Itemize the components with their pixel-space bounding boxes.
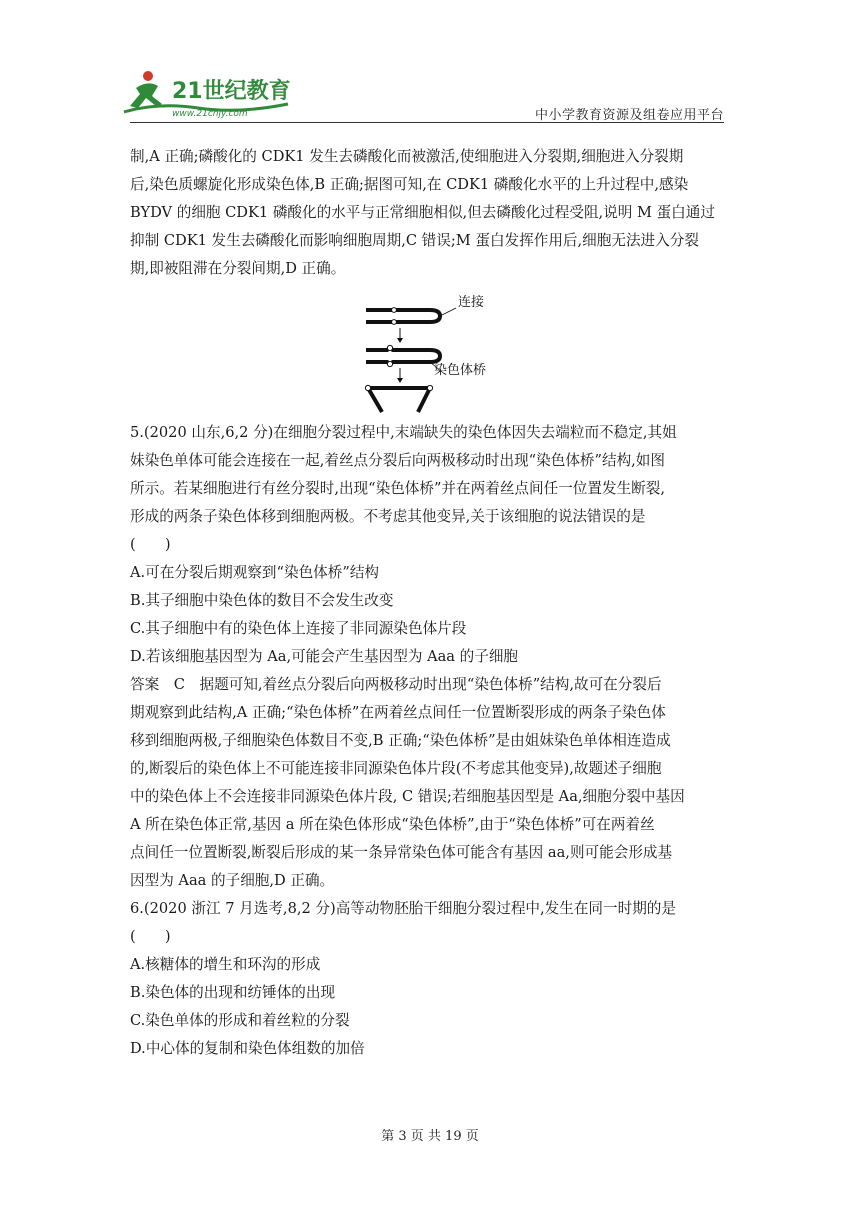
text-line: 制,A 正确;磷酸化的 CDK1 发生去磷酸化而被激活,使细胞进入分裂期,细胞进入分裂期 bbox=[130, 148, 684, 165]
option-c: C.其子细胞中有的染色体上连接了非同源染色体片段 bbox=[130, 620, 467, 637]
text-line: BYDV 的细胞 CDK1 磷酸化的水平与正常细胞相似,但去磷酸化过程受阻,说明 M 蛋白通过 bbox=[130, 204, 715, 221]
label-leader-line bbox=[440, 308, 456, 316]
answer-line: 答案 C 据题可知,着丝点分裂后向两极移动时出现“染色体桥”结构,故可在分裂后 bbox=[130, 676, 662, 693]
joined-chromatids bbox=[366, 308, 440, 325]
label-connection: 连接 bbox=[458, 295, 485, 310]
separating-chromatids bbox=[366, 345, 440, 366]
prev-answer-block bbox=[130, 143, 730, 283]
question-stem-line: 5.(2020 山东,6,2 分)在细胞分裂过程中,末端缺失的染色体因失去端粒而不稳定,其姐 bbox=[130, 424, 677, 441]
option-d: D.中心体的复制和染色体组数的加倍 bbox=[130, 1040, 365, 1057]
header-divider bbox=[130, 122, 724, 123]
chromosome-bridge-figure bbox=[360, 288, 510, 420]
answer-line: 的,断裂后的染色体上不可能连接非同源染色体片段(不考虑其他变异),故题述子细胞 bbox=[130, 760, 662, 777]
logo-main-text: 21世纪教育 bbox=[172, 79, 291, 104]
answer-line: 因型为 Aaa 的子细胞,D 正确。 bbox=[130, 872, 335, 889]
question-stem-line: 6.(2020 浙江 7 月选考,8,2 分)高等动物胚胎干细胞分裂过程中,发生在同一时期的是 bbox=[130, 900, 676, 917]
platform-name: 中小学教育资源及组卷应用平台 bbox=[534, 108, 724, 123]
option-c: C.染色单体的形成和着丝粒的分裂 bbox=[130, 1012, 350, 1029]
answer-blank: ( ) bbox=[130, 928, 171, 945]
answer-line: 点间任一位置断裂,断裂后形成的某一条异常染色体可能含有基因 aa,则可能会形成基 bbox=[130, 844, 673, 861]
page-number: 第 3 页 共 19 页 bbox=[381, 1129, 479, 1144]
page-header bbox=[0, 0, 860, 130]
label-chromosome-bridge: 染色体桥 bbox=[434, 363, 487, 378]
answer-blank: ( ) bbox=[130, 536, 171, 553]
option-d: D.若该细胞基因型为 Aa,可能会产生基因型为 Aaa 的子细胞 bbox=[130, 648, 519, 665]
chromosome-bridge bbox=[365, 385, 432, 412]
answer-line: 移到细胞两极,子细胞染色体数目不变,B 正确;“染色体桥”是由姐妹染色单体相连造成 bbox=[130, 732, 671, 749]
text-line: 后,染色质螺旋化形成染色体,B 正确;据图可知,在 CDK1 磷酸化水平的上升过程中,感染 bbox=[130, 176, 689, 193]
option-b: B.其子细胞中染色体的数目不会发生改变 bbox=[130, 592, 394, 609]
question-stem-line: 所示。若某细胞进行有丝分裂时,出现“染色体桥”并在两着丝点间任一位置发生断裂, bbox=[130, 480, 665, 497]
answer-line: A 所在染色体正常,基因 a 所在染色体形成“染色体桥”,由于“染色体桥”可在两着丝 bbox=[130, 816, 655, 833]
down-arrow-icon bbox=[397, 368, 403, 383]
text-line: 抑制 CDK1 发生去磷酸化而影响细胞周期,C 错误;M 蛋白发挥作用后,细胞无法进入分裂 bbox=[130, 232, 699, 249]
down-arrow-icon bbox=[397, 328, 403, 343]
question-stem-line: 形成的两条子染色体移到细胞两极。不考虑其他变异,关于该细胞的说法错误的是 bbox=[130, 508, 646, 525]
option-b: B.染色体的出现和纺锤体的出现 bbox=[130, 984, 336, 1001]
answer-line: 中的染色体上不会连接非同源染色体片段, C 错误;若细胞基因型是 Aa,细胞分裂中基因 bbox=[130, 788, 685, 805]
question-6 bbox=[130, 895, 730, 1063]
option-a: A.可在分裂后期观察到“染色体桥”结构 bbox=[130, 564, 380, 581]
page-content bbox=[130, 143, 730, 1063]
question-5 bbox=[130, 419, 730, 895]
question-stem-line: 妹染色单体可能会连接在一起,着丝点分裂后向两极移动时出现“染色体桥”结构,如图 bbox=[130, 452, 665, 469]
text-line: 期,即被阻滞在分裂间期,D 正确。 bbox=[130, 260, 346, 277]
option-a: A.核糖体的增生和环沟的形成 bbox=[130, 956, 321, 973]
21cnjy-logo bbox=[118, 68, 298, 120]
logo-url-text: www.21cnjy.com bbox=[172, 109, 248, 119]
answer-line: 期观察到此结构,A 正确;“染色体桥”在两着丝点间任一位置断裂形成的两条子染色体 bbox=[130, 704, 666, 721]
